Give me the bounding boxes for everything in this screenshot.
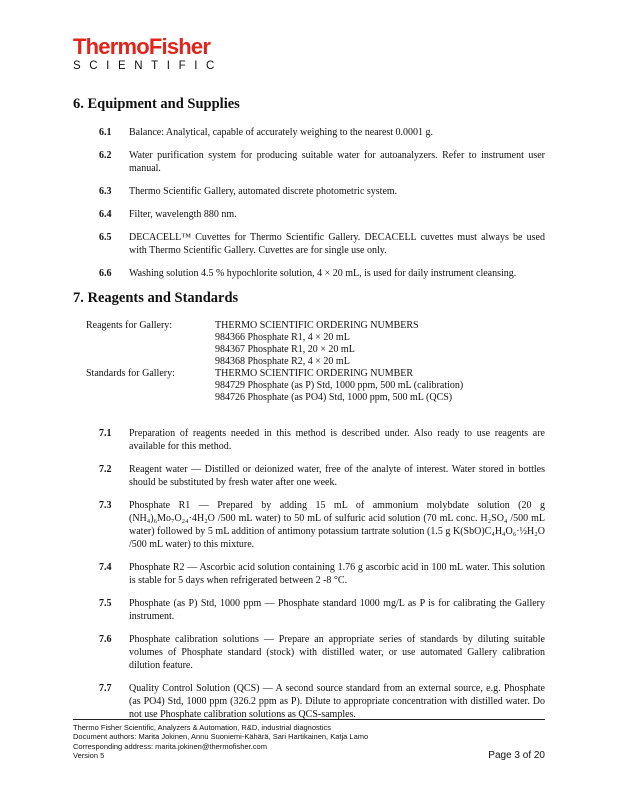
footer-company: Thermo Fisher Scientific, Analyzers & Automation, R&D, industrial diagnostics: [73, 723, 332, 732]
table-row: [86, 392, 463, 404]
item-text: Phosphate R1 — Prepared by adding 15 mL of ammonium molybdate solution (20 g (NH₄)₆Mo₇O₂₄·4H₂O /500 mL water) to 50 mL of sulfuric acid solution (70 mL conc. H₂SO₄ /500 mL water) followed by 5 mL addition of antimony potassium tartrate solution (1.5 g K(SbO)C₄H₄O₆·½H₂O /500 mL water) to this mixture.: [129, 500, 545, 550]
table-row: [86, 380, 463, 392]
row-label: Standards for Gallery:: [86, 368, 175, 379]
item-number: 6.5: [99, 232, 112, 243]
section-6-heading: 6. Equipment and Supplies: [73, 96, 240, 112]
row-label: Reagents for Gallery:: [86, 320, 173, 331]
logo-wordmark: ThermoFisher: [73, 34, 211, 59]
item-number: 7.1: [99, 428, 112, 439]
item-text: DECACELL™ Cuvettes for Thermo Scientific Gallery. DECACELL cuvettes must always be used with Thermo Scientific Gallery. Cuvettes are for single use only.: [129, 232, 545, 256]
row-value: 984367 Phosphate R1, 20 × 20 mL: [215, 344, 355, 355]
item-text: Phosphate calibration solutions — Prepare an appropriate series of standards by diluting suitable volumes of Phosphate standard (stock) with distilled water, or use automated Gallery calibration dilution feature.: [129, 634, 545, 671]
footer-authors: Document authors: Marita Jokinen, Annu Suoniemi-Kähärä, Sari Hartikainen, Katja Lamo: [73, 732, 369, 742]
table-row: [86, 332, 463, 344]
item-number: 6.2: [99, 150, 112, 161]
list-item: [73, 126, 545, 139]
item-text: Balance: Analytical, capable of accurately weighing to the nearest 0.0001 g.: [129, 127, 434, 138]
section-7-heading: 7. Reagents and Standards: [73, 290, 239, 306]
list-item: [73, 149, 545, 175]
item-text: Preparation of reagents needed in this method is described under. Also ready to use reagents are available for this method.: [129, 428, 545, 452]
item-text: Thermo Scientific Gallery, automated discrete photometric system.: [129, 186, 398, 197]
page-number: Page 3 of 20: [488, 750, 545, 762]
row-value: 984366 Phosphate R1, 4 × 20 mL: [215, 332, 350, 343]
row-value: 984726 Phosphate (as PO4) Std, 1000 ppm, 500 mL (QCS): [215, 392, 453, 403]
row-label: [86, 356, 215, 368]
footer-address: Corresponding address: marita.jokinen@thermofisher.com: [73, 741, 267, 751]
item-number: 7.2: [99, 464, 112, 475]
list-item: [73, 463, 545, 489]
thermo-fisher-logo: [73, 35, 223, 73]
item-number: 7.4: [99, 562, 112, 573]
item-number: 7.6: [99, 634, 112, 645]
page-footer: [73, 719, 545, 761]
item-number: 6.1: [99, 127, 112, 138]
row-label: [86, 344, 215, 356]
list-item: [73, 682, 545, 721]
list-item: [73, 633, 545, 672]
ordering-numbers-table: [86, 320, 463, 404]
section-7-list: [73, 427, 545, 731]
item-number: 6.6: [99, 268, 112, 279]
table-row: [86, 368, 463, 380]
row-value: 984368 Phosphate R2, 4 × 20 mL: [215, 356, 350, 367]
list-item: [73, 561, 545, 587]
item-number: 7.3: [99, 500, 112, 511]
item-number: 7.5: [99, 598, 112, 609]
item-number: 6.4: [99, 209, 112, 220]
item-text: Reagent water — Distilled or deionized water, free of the analyte of interest. Water stored in bottles should be substituted by fresh water after one week.: [129, 464, 545, 488]
list-item: [73, 597, 545, 623]
table-row: [86, 320, 463, 332]
item-number: 6.3: [99, 186, 112, 197]
item-text: Phosphate (as P) Std, 1000 ppm — Phosphate standard 1000 mg/L as P is for calibrating the Gallery instrument.: [129, 598, 545, 622]
row-label: [86, 380, 215, 392]
row-label: [86, 332, 215, 344]
table-row: [86, 356, 463, 368]
list-item: [73, 231, 545, 257]
row-label: [86, 392, 215, 404]
row-value: THERMO SCIENTIFIC ORDERING NUMBERS: [215, 320, 419, 331]
row-value: 984729 Phosphate (as P) Std, 1000 ppm, 500 mL (calibration): [215, 380, 464, 391]
list-item: [73, 208, 545, 221]
list-item: [73, 267, 545, 280]
item-text: Phosphate R2 — Ascorbic acid solution containing 1.76 g ascorbic acid in 100 mL water. This solution is stable for 5 days when refrigerated between 2 -8 °C.: [129, 562, 545, 586]
item-text: Washing solution 4.5 % hypochlorite solution, 4 × 20 mL, is used for daily instrument cleansing.: [129, 268, 517, 279]
list-item: [73, 499, 545, 551]
list-item: [73, 185, 545, 198]
item-text: Water purification system for producing suitable water for autoanalyzers. Refer to instrument user manual.: [129, 150, 545, 174]
section-6-list: [73, 126, 545, 290]
item-number: 7.7: [99, 683, 112, 694]
item-text: Quality Control Solution (QCS) — A second source standard from an external source, e.g. Phosphate (as PO4) Std, 1000 ppm (326.2 ppm as P). Dilute to appropriate concentration with distilled water. Do not use Phosphate calibration solutions as QCS-samples.: [129, 683, 545, 720]
logo-subtitle: SCIENTIFIC: [73, 60, 223, 72]
row-value: THERMO SCIENTIFIC ORDERING NUMBER: [215, 368, 414, 379]
list-item: [73, 427, 545, 453]
item-text: Filter, wavelength 880 nm.: [129, 209, 237, 220]
table-row: [86, 344, 463, 356]
footer-version: Version 5: [73, 751, 105, 761]
